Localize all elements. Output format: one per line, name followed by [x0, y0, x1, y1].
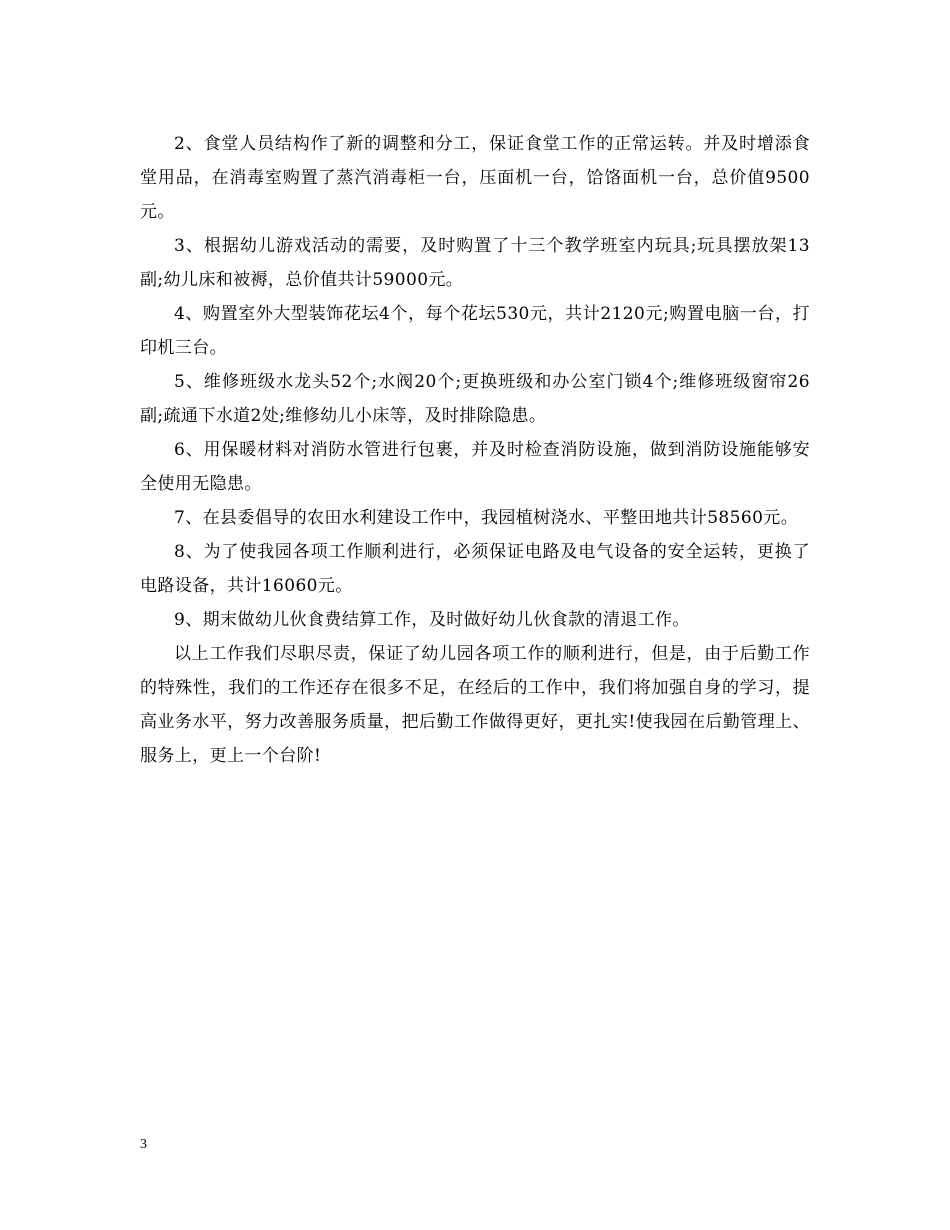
paragraph-irrigation: 7、在县委倡导的农田水利建设工作中，我园植树浇水、平整田地共计58560元。 — [174, 508, 799, 528]
paragraph-canteen: 2、食堂人员结构作了新的调整和分工，保证食堂工作的正常运转。并及时增添食堂用品，在消毒室购置了蒸汽消毒柜一台，压面机一台，饸饹面机一台，总价值9500元。 — [140, 134, 810, 222]
paragraph-electrical: 8、为了使我园各项工作顺利进行，必须保证电路及电气设备的安全运转，更换了电路设备，共计16060元。 — [140, 542, 810, 596]
paragraph-repairs: 5、维修班级水龙头52个;水阀20个;更换班级和办公室门锁4个;维修班级窗帘26副;疏通下水道2处;维修幼儿小床等，及时排除隐患。 — [140, 372, 810, 426]
paragraph-fire-safety: 6、用保暖材料对消防水管进行包裹，并及时检查消防设施，做到消防设施能够安全使用无隐患。 — [140, 440, 810, 494]
paragraph-toys: 3、根据幼儿游戏活动的需要，及时购置了十三个教学班室内玩具;玩具摆放架13副;幼儿床和被褥，总价值共计59000元。 — [140, 236, 810, 290]
paragraph-meal-fees: 9、期末做幼儿伙食费结算工作，及时做好幼儿伙食款的清退工作。 — [174, 610, 690, 630]
document-body — [140, 127, 810, 773]
paragraph-summary: 以上工作我们尽职尽责，保证了幼儿园各项工作的顺利进行，但是，由于后勤工作的特殊性，我们的工作还存在很多不足，在经后的工作中，我们将加强自身的学习，提高业务水平，努力改善服务质量，把后勤工作做得更好，更扎实!使我园在后勤管理上、服务上，更上一个台阶! — [140, 644, 810, 766]
paragraph-flower-beds: 4、购置室外大型装饰花坛4个，每个花坛530元，共计2120元;购置电脑一台，打印机三台。 — [140, 304, 810, 358]
page-number: 3 — [140, 1137, 147, 1152]
